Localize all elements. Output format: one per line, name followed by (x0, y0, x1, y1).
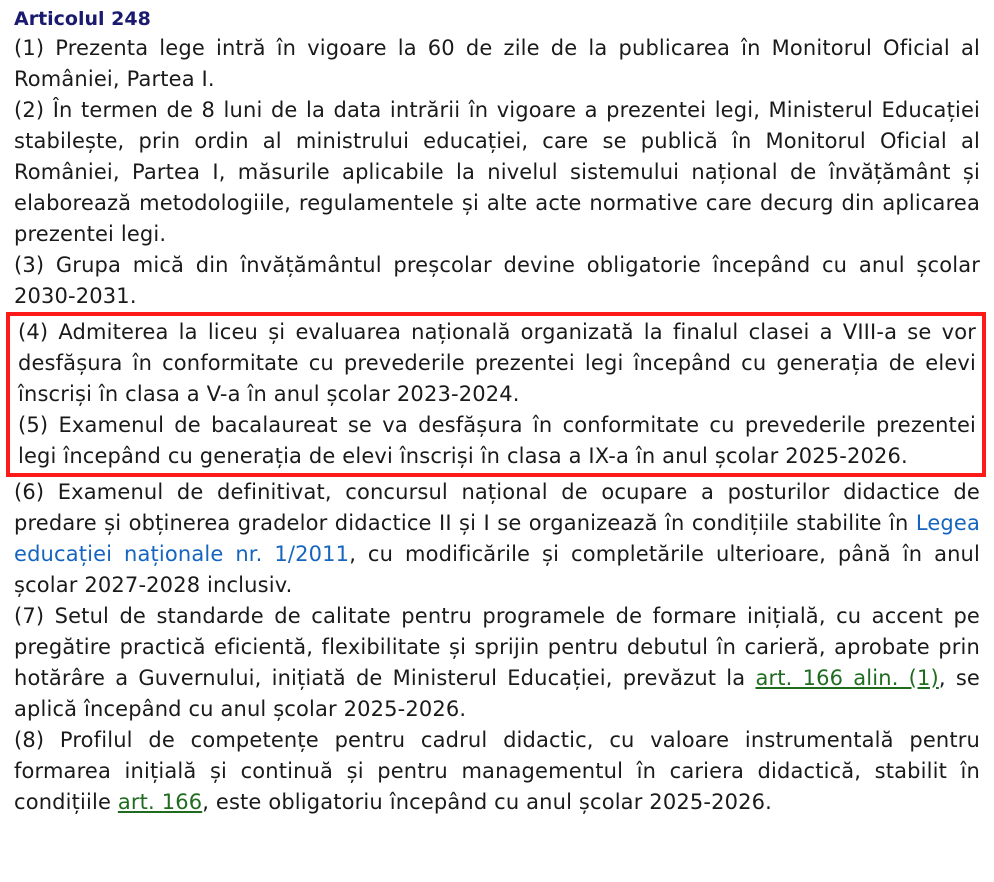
paragraph-4: (4) Admiterea la liceu și evaluarea națională organizată la finalul clasei a VIII-a se vor desfășura în conformitate cu prevederile prezentei legi începând cu generația de elevi înscriși în clasa a V-a în anul școlar 2023-2024. (18, 320, 976, 406)
paragraph-6-text-after: , cu modificările și completările ulterioare, până în anul școlar 2027-2028 inclusiv. (14, 542, 980, 597)
paragraph-8-text-before: (8) Profilul de competențe pentru cadrul didactic, cu valoare instrumentală pentru formarea inițială și continuă și pentru managementul în cariera didactică, stabilit în condițiile (14, 728, 980, 814)
article-container (14, 6, 980, 818)
paragraph-6-text-before: (6) Examenul de definitivat, concursul național de ocupare a posturilor didactice de predare și obținerea gradelor didactice II și I se organizează în condițiile stabilite în (14, 480, 980, 535)
paragraph-8 (14, 725, 980, 818)
paragraph-5: (5) Examenul de bacalaureat se va desfășura în conformitate cu prevederile prezentei legi începând cu generația de elevi înscriși în clasa a IX-a în anul școlar 2025-2026. (18, 413, 976, 468)
paragraph-1: (1) Prezenta lege intră în vigoare la 60 de zile de la publicarea în Monitorul Oficial al României, Partea I. (14, 36, 980, 91)
art-166-link[interactable]: art. 166 (117, 790, 203, 814)
law-1-2011-link[interactable]: Legea educației naționale nr. 1/2011 (14, 511, 980, 566)
paragraph-3: (3) Grupa mică din învățământul preșcolar devine obligatorie începând cu anul școlar 2030-2031. (14, 253, 980, 308)
highlight-box (6, 312, 986, 477)
paragraph-6 (14, 477, 980, 601)
paragraph-8-text-after: , este obligatoriu începând cu anul școlar 2025-2026. (202, 790, 772, 814)
art-166-alin-1-link[interactable]: art. 166 alin. (1) (755, 666, 939, 690)
paragraph-7-text-before: (7) Setul de standarde de calitate pentru programele de formare inițială, cu accent pe pregătire practică eficientă, flexibilitate și sprijin pentru debutul în carieră, aprobate prin hotărâre a Guvernului, inițiată de Ministerul Educației, prevăzut la (14, 604, 980, 690)
paragraph-2: (2) În termen de 8 luni de la data intrării în vigoare a prezentei legi, Ministerul Educației stabilește, prin ordin al ministrului educației, care se publică în Monitorul Oficial al României, Partea I, măsurile aplicabile la nivelul sistemului național de învățământ și elaborează metodologiile, regulamentele și alte acte normative care decurg din aplicarea prezentei legi. (14, 98, 980, 246)
paragraph-7 (14, 601, 980, 725)
article-title: Articolul 248 (14, 8, 151, 30)
paragraph-7-text-after: , se aplică începând cu anul școlar 2025-2026. (14, 666, 980, 721)
